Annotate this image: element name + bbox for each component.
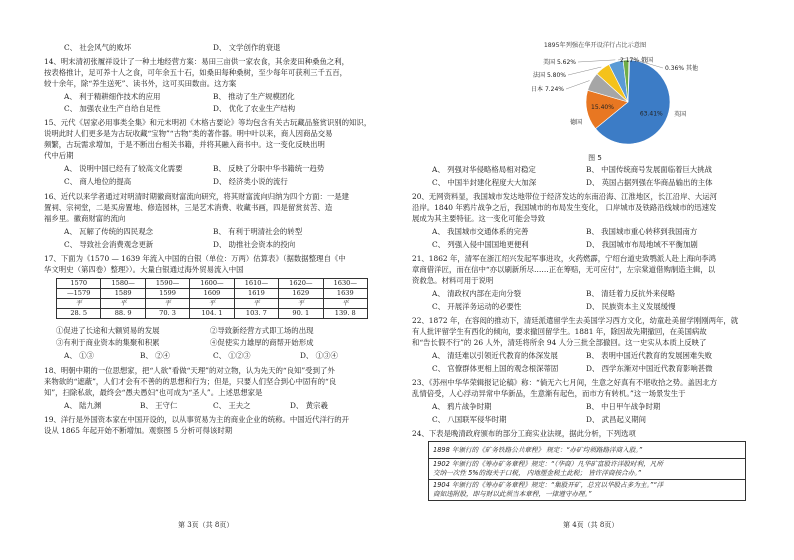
q22-line-2: 有人批评留学生有西化的倾向，要求撤回留学生。1881 年，除因故先期撤回，在美国病故 bbox=[412, 327, 707, 336]
q21-line-3: 资救急。材料可用于说明 bbox=[412, 276, 494, 285]
pie-leader-3 bbox=[568, 67, 601, 75]
table-cell: 1619 bbox=[234, 289, 278, 299]
q18-option-d: D、 黄宗羲 bbox=[290, 401, 328, 410]
q17-statement-1: ①促进了长途和大额贸易的发展 bbox=[56, 326, 160, 335]
q15-line-3: 频繁，古玩需求增加，于是不断出台相关书籍，并将其融入商书中。这一变化反映出明 bbox=[44, 140, 325, 149]
q20-option-d: D、 我国城市布局地域不平衡加剧 bbox=[586, 240, 698, 249]
q14-option-d: D、 优化了农业生产结构 bbox=[213, 104, 296, 113]
q23-option-a: A、 鸦片战争时期 bbox=[432, 402, 492, 411]
q17-statement-3: ③有利于商业资本的集聚和积累 bbox=[56, 338, 160, 347]
q18-option-b: B、 王守仁 bbox=[140, 401, 178, 410]
q21-option-c: C、 开展洋务运动的必要性 bbox=[432, 302, 522, 311]
q21-line-2: 章商借洋匠，而在信中“亦以刷新所尽……正在筹赔，无可应付”，左宗棠道借购制造主辑，以 bbox=[412, 265, 716, 274]
q16-option-d: D、 助推社会资本的投向 bbox=[213, 240, 296, 249]
q14-line-3: 较十余年，除“养生送死”、读书外，这可买田数亩。这方案 bbox=[44, 79, 237, 88]
table-row-years-a bbox=[57, 279, 368, 289]
q20-line-3: 展成为其主要特征。这一变化可能会导致 bbox=[412, 214, 546, 223]
q23-option-c: C、 八国联军侵华时期 bbox=[432, 415, 507, 424]
q13-option-d: D、 文学创作的衰退 bbox=[213, 43, 281, 52]
q17-statement-2: ②导致新经营方式即工场的出现 bbox=[210, 326, 314, 335]
q19-line-1: 19、洋行是外国资本家在中国开设的，以从事贸易为主的商业企业的统称。中国近代洋行的开 bbox=[44, 415, 350, 424]
table-row-values bbox=[57, 309, 368, 319]
table-cell: 1599 bbox=[145, 289, 189, 299]
table-cell: 88. 9 bbox=[101, 309, 145, 319]
figure-caption: 图 5 bbox=[588, 154, 602, 162]
pie-label-1: 15.40% bbox=[591, 104, 614, 112]
q16-option-b: B、 有利于明清社会的转型 bbox=[213, 227, 303, 236]
table-cell: 平 bbox=[57, 299, 101, 309]
q17-option-c: C、 ①②③ bbox=[213, 351, 251, 360]
pie-slices bbox=[586, 60, 670, 144]
table-row bbox=[429, 442, 746, 459]
q19-option-c: C、 中国半封建化程度大大加深 bbox=[432, 178, 537, 187]
q18-line-1: 18、明朝中期的一位思想家，把“人欲”看做“天理”的对立物，认为先天的“良知”受到了外 bbox=[44, 366, 335, 375]
pie-leader-2 bbox=[566, 81, 590, 89]
table-cell: 1580— bbox=[101, 279, 145, 289]
table-row-hand bbox=[57, 299, 368, 309]
table-cell: —1579 bbox=[57, 289, 101, 299]
q20-line-1: 20、无网资料显，我国城市发达地带位于经济发达的东南沿海、江淮地区，长江沿岸、大运河 bbox=[412, 192, 718, 201]
q20-line-2: 沿岸。1840 年鸦片战争之后，我国城市的布局发生变化， 口岸城市及铁路沿线城市的迅速发 bbox=[412, 203, 717, 212]
table-cell: 70. 3 bbox=[145, 309, 189, 319]
q21-line-1: 21、1862 年，清军在浙江绍兴发起军事进攻，火药燃霹，宁绍台道史致鹗派人赴上海向李鸿 bbox=[412, 254, 717, 263]
q16-line-3: 福乡里。徽商财富的流向 bbox=[44, 214, 126, 223]
page-number-left: 第 3页（共 8页） bbox=[178, 521, 234, 529]
q23-option-b: B、 中日甲午战争时期 bbox=[586, 402, 661, 411]
q15-line-2: 说明此时人们更多是为古玩收藏“宝物”“古物”类的著作器。明中叶以来，商人因商品交易 bbox=[44, 129, 333, 138]
table-cell: 1639 bbox=[323, 289, 367, 299]
q15-option-c: C、 商人地位的提高 bbox=[64, 177, 132, 186]
q14-line-1: 14、明末清初张履祥设计了一种土地经营方案：易田三亩供一家农食，其余麦田种桑鱼之利， bbox=[44, 57, 350, 66]
q18-line-2: 来物欲的“遮蔽”，人们才会有不善的的思想和行为；但是，只要人们坚合到心中固有的“良 bbox=[44, 377, 337, 386]
q21-option-d: D、 民族资本主义发展缓慢 bbox=[586, 302, 676, 311]
table-cell: 1590— bbox=[145, 279, 189, 289]
q15-line-1: 15、元代《居家必用事类全集》和元末明初《木格古要论》等均包含有关古玩藏品鉴赏识别的知识， bbox=[44, 118, 372, 127]
q16-line-1: 16、近代以来学者通过对明清时期徽商财富流向研究，将其财富流向归纳为四个方面：一是建 bbox=[44, 192, 350, 201]
q23-line-1: 23、《苏州中华华荣辑报记论稿》称：“倘无六七月间，生意之好真有不堪收拾之势。盖因北方 bbox=[412, 378, 718, 387]
q19-line-2: 设从 1865 年起开始不断增加。观察图 5 分析可得该时期 bbox=[44, 426, 233, 435]
q23-option-d: D、 武昌起义期间 bbox=[586, 415, 647, 424]
q16-line-2: 置祠、宗祠堂，二是买房置地、修造园林，三是艺术消费、收藏书画，四是留赏贫苦、造 bbox=[44, 203, 333, 212]
q22-option-d: D、 西学东渐对中国近代教育影响甚微 bbox=[586, 364, 713, 373]
pie-label-6: 0.36% 其他 bbox=[665, 65, 698, 72]
q13-option-c: C、 社会风气的败坏 bbox=[64, 43, 132, 52]
q14-option-a: A、 利于精耕细作技术的应用 bbox=[64, 92, 161, 101]
pie-label-0: 63.41% bbox=[639, 110, 663, 118]
q14-line-2: 按表格推计，足可养十人之食，可年余五十石，如桑田每种桑树，至少每年可获利三千五百， bbox=[44, 68, 348, 77]
pie-country-1: 德国 bbox=[569, 119, 582, 126]
q16-option-a: A、 瓦解了传统的四民观念 bbox=[64, 227, 153, 236]
q17-option-d: D、 ①③④ bbox=[300, 351, 338, 360]
pie-label-5: 2.17% 俄国 bbox=[620, 57, 653, 64]
q14-option-c: C、 加强农业生产自给自足性 bbox=[64, 104, 161, 113]
table-cell bbox=[429, 459, 746, 480]
q15-option-d: D、 经济类小说的流行 bbox=[213, 177, 288, 186]
regulation-1902-line-2: 交纳一次性 5%的海关于口税， 内地厘金税土此税； 皆许洋商按合办。” bbox=[433, 469, 642, 477]
regulation-1904-line-1: 1904 年颁行的《筹办矿务章程》规定：“集股开矿，总宜以华股占多为主。”“洋 bbox=[433, 481, 664, 489]
q18-line-3: 知”，扫除私欲，最终会“愚夫愚妇”也可成为“圣人”。上述思想家是 bbox=[44, 388, 263, 397]
table-cell: 1620— bbox=[279, 279, 323, 289]
q22-option-c: C、 官僚群体更相上国的观念根深蒂固 bbox=[432, 364, 559, 373]
q20-option-a: A、 我国城市交通体系的完善 bbox=[432, 227, 529, 236]
q15-option-b: B、 反映了分职中华书籍统一趋势 bbox=[213, 164, 325, 173]
table-cell bbox=[429, 442, 746, 459]
q22-line-1: 22、1872 年，在容闳的推动下，清廷派遣留学生去美国学习西方文化，幼童赴美留学刚刚两年，就 bbox=[412, 316, 739, 325]
table-cell: 1570 bbox=[57, 279, 101, 289]
table-cell: 1630— bbox=[323, 279, 367, 289]
q17-line-1: 17、下面为《1570 — 1639 年流入中国的白银（单位：万两）估算表》（据数据整理自《中 bbox=[44, 254, 346, 263]
table-cell: 103. 7 bbox=[234, 309, 278, 319]
table-cell: 1629 bbox=[279, 289, 323, 299]
q17-option-a: A、 ①③ bbox=[64, 351, 94, 360]
q22-line-3: 和“告长假不行”的 26 人外，清廷将所余 94 人分三批全部撤回。这一史实从本质上反映了 bbox=[412, 338, 707, 347]
table-cell: 1609 bbox=[190, 289, 234, 299]
table-cell: 平 bbox=[323, 299, 367, 309]
pie-label-2: 日本 7.24% bbox=[531, 86, 564, 93]
table-cell: 90. 1 bbox=[279, 309, 323, 319]
table-cell: 平 bbox=[101, 299, 145, 309]
q19-option-b: B、 中国传统商号发展面临着巨大挑战 bbox=[586, 165, 713, 174]
left-page bbox=[0, 0, 388, 560]
q21-option-a: A、 清政权内部在走向分裂 bbox=[432, 289, 521, 298]
regulation-1902-line-1: 1902 年颁行的《筹办矿务章程》规定：“（华商）凡华矿富股许洋股时利，凡所 bbox=[433, 460, 663, 468]
table-cell: 平 bbox=[190, 299, 234, 309]
q20-option-b: B、 我国城市重心转移到我国南方 bbox=[586, 227, 698, 236]
q22-option-b: B、 表明中国近代教育的发展困难失败 bbox=[586, 351, 713, 360]
q19-option-a: A、 列强对华侵略格局相对稳定 bbox=[432, 165, 536, 174]
regulation-1904-line-2: 商如违附股，即与财以此须当本章程，一律遵守办理。” bbox=[433, 490, 592, 498]
q17-option-b: B、 ②④ bbox=[140, 351, 170, 360]
q18-option-c: C、 王夫之 bbox=[213, 401, 251, 410]
pie-leader-4 bbox=[578, 60, 615, 62]
table-row bbox=[429, 480, 746, 501]
page-number-right: 第 4页（共 8页） bbox=[563, 521, 619, 529]
table-row bbox=[429, 459, 746, 480]
q16-option-c: C、 导致社会消费观念更新 bbox=[64, 240, 154, 249]
pie-country-0: 英国 bbox=[674, 111, 687, 118]
q14-option-b: B、 推动了生产规模团化 bbox=[213, 92, 295, 101]
table-cell: 平 bbox=[234, 299, 278, 309]
pie-label-3: 法国 5.80% bbox=[533, 72, 566, 79]
q21-option-b: B、 清廷着力反抗外来侵略 bbox=[586, 289, 676, 298]
table-cell: 139. 8 bbox=[323, 309, 367, 319]
table-cell bbox=[429, 480, 746, 501]
q22-option-a: A、 清廷难以引领近代教育的体深发展 bbox=[432, 351, 558, 360]
q15-option-a: A、 说明中国已经有了较高文化需要 bbox=[64, 164, 183, 173]
q17-statement-4: ④促使实力雄厚的商帮开始形成 bbox=[210, 338, 314, 347]
regulations-table bbox=[428, 441, 746, 501]
table-cell: 平 bbox=[279, 299, 323, 309]
q18-option-a: A、 陆九渊 bbox=[64, 401, 102, 410]
table-cell: 1600— bbox=[190, 279, 234, 289]
right-page bbox=[398, 0, 786, 560]
q20-option-c: C、 列强入侵中国国地更便利 bbox=[432, 240, 529, 249]
q23-line-2: 乱情倍受，人心浮动异常中华新品，生意渐有起色，而市方有转机。”这一场景发生于 bbox=[412, 389, 686, 398]
table-cell: 平 bbox=[145, 299, 189, 309]
q17-line-2: 华文明史（第四卷）整理》）。大量白银通过海外贸易流入中国 bbox=[44, 265, 244, 274]
chart-title: 1895年列强在华开设洋行占比示意图 bbox=[543, 42, 647, 49]
q19-option-d: D、 英国占据列强在华商品输出的主体 bbox=[586, 178, 713, 187]
pie-label-4: 美国 5.62% bbox=[543, 59, 576, 66]
table-cell: 104. 1 bbox=[190, 309, 234, 319]
q24-intro: 24、下表是晚清政府颁布的部分工商实业法规，据此分析，下列选项 bbox=[412, 429, 636, 438]
table-cell: 1589 bbox=[101, 289, 145, 299]
q15-line-4: 代中后期 bbox=[44, 151, 74, 160]
silver-inflow-table bbox=[56, 278, 368, 319]
regulation-1898: 1898 年颁行的《矿务铁路公共章程》 规定：“办矿均须路路洋商入股。” bbox=[433, 445, 643, 454]
table-cell: 28. 5 bbox=[57, 309, 101, 319]
table-row-years-b bbox=[57, 289, 368, 299]
table-cell: 1610— bbox=[234, 279, 278, 289]
